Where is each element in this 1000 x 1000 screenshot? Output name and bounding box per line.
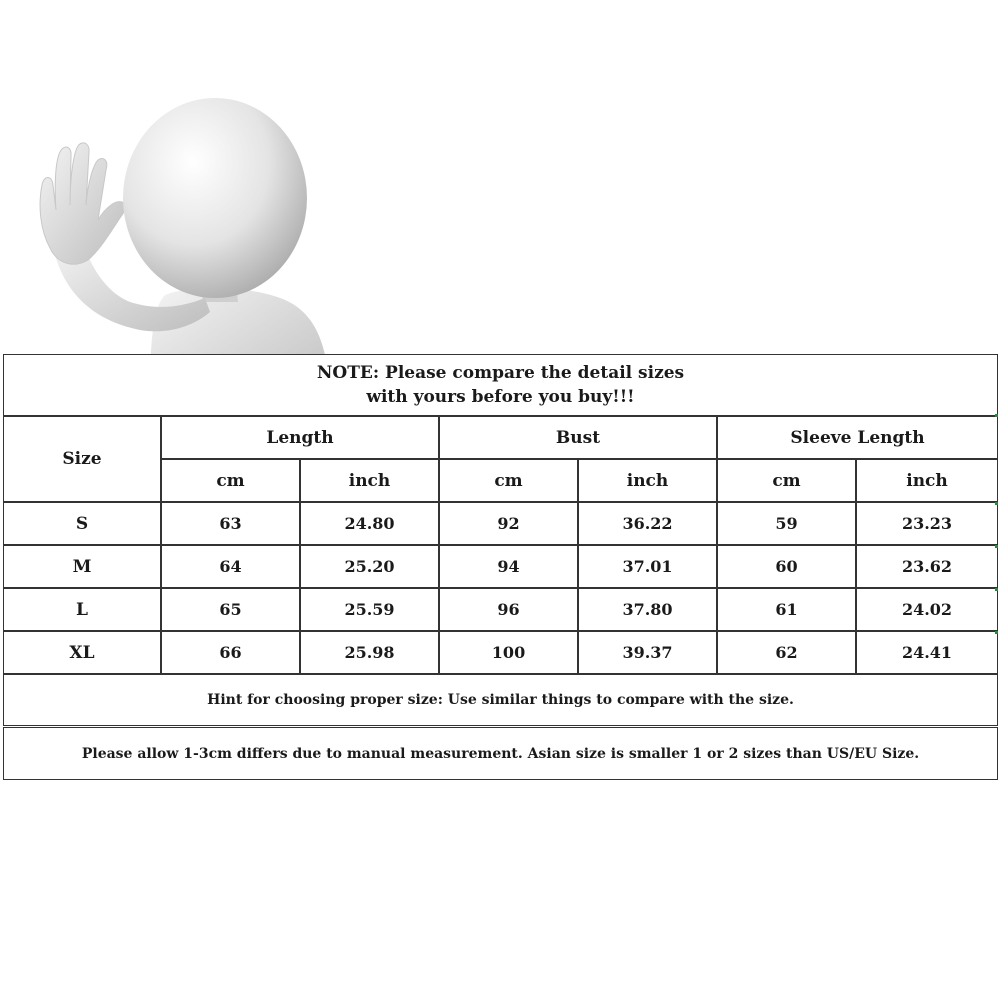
note-text [3, 354, 998, 416]
measurement-value: 24.02 [901, 600, 953, 619]
edge-tick-mark [995, 414, 998, 417]
measurement-value: 62 [775, 643, 798, 662]
unit-sleeve-inch: inch [906, 470, 948, 491]
measurement-value: 23.62 [901, 557, 953, 576]
edge-tick-mark [995, 588, 998, 591]
size-label: L [76, 599, 88, 620]
unit-length-inch: inch [348, 470, 391, 491]
unit-sleeve-cm: cm [772, 470, 801, 491]
sleeve-length-group-header: Sleeve Length [790, 427, 925, 448]
size-label: XL [69, 642, 95, 663]
measurement-value: 92 [497, 514, 520, 533]
measurement-value: 94 [497, 557, 520, 576]
measurement-value: 96 [497, 600, 520, 619]
measurement-value: 100 [491, 643, 526, 662]
measurement-value: 37.01 [622, 557, 673, 576]
edge-tick-mark [995, 545, 998, 548]
edge-tick-mark [995, 631, 998, 634]
measurement-value: 23.23 [901, 514, 953, 533]
measurement-value: 63 [219, 514, 242, 533]
edge-tick-mark [995, 502, 998, 505]
measurement-value: 36.22 [622, 514, 673, 533]
unit-bust-inch: inch [626, 470, 669, 491]
measurement-value: 60 [775, 557, 798, 576]
measurement-value: 65 [219, 600, 242, 619]
unit-length-cm: cm [216, 470, 245, 491]
disclaimer-text: Please allow 1-3cm differs due to manual measurement. Asian size is smaller 1 or 2 sizes than US/EU Size. [81, 745, 920, 762]
measurement-value: 24.41 [901, 643, 953, 662]
size-label: M [72, 556, 92, 577]
measurement-value: 25.59 [344, 600, 395, 619]
unit-bust-cm: cm [494, 470, 523, 491]
measurement-value: 25.98 [344, 643, 395, 662]
note-line-1: NOTE: Please compare the detail sizes [316, 363, 685, 383]
size-header: Size [62, 449, 102, 469]
measurement-value: 64 [219, 557, 242, 576]
measurement-value: 37.80 [622, 600, 673, 619]
measurement-value: 24.80 [344, 514, 395, 533]
size-chart [3, 354, 998, 784]
measurement-value: 39.37 [622, 643, 673, 662]
bust-group-header: Bust [555, 427, 601, 448]
note-line-2: with yours before you buy!!! [366, 387, 635, 407]
measurement-value: 25.20 [344, 557, 395, 576]
hint-text: Hint for choosing proper size: Use similar things to compare with the size. [207, 692, 794, 708]
measurement-value: 66 [219, 643, 242, 662]
length-group-header: Length [266, 427, 334, 448]
measurement-value: 59 [775, 514, 798, 533]
measurement-value: 61 [775, 600, 798, 619]
size-label: S [75, 513, 89, 534]
